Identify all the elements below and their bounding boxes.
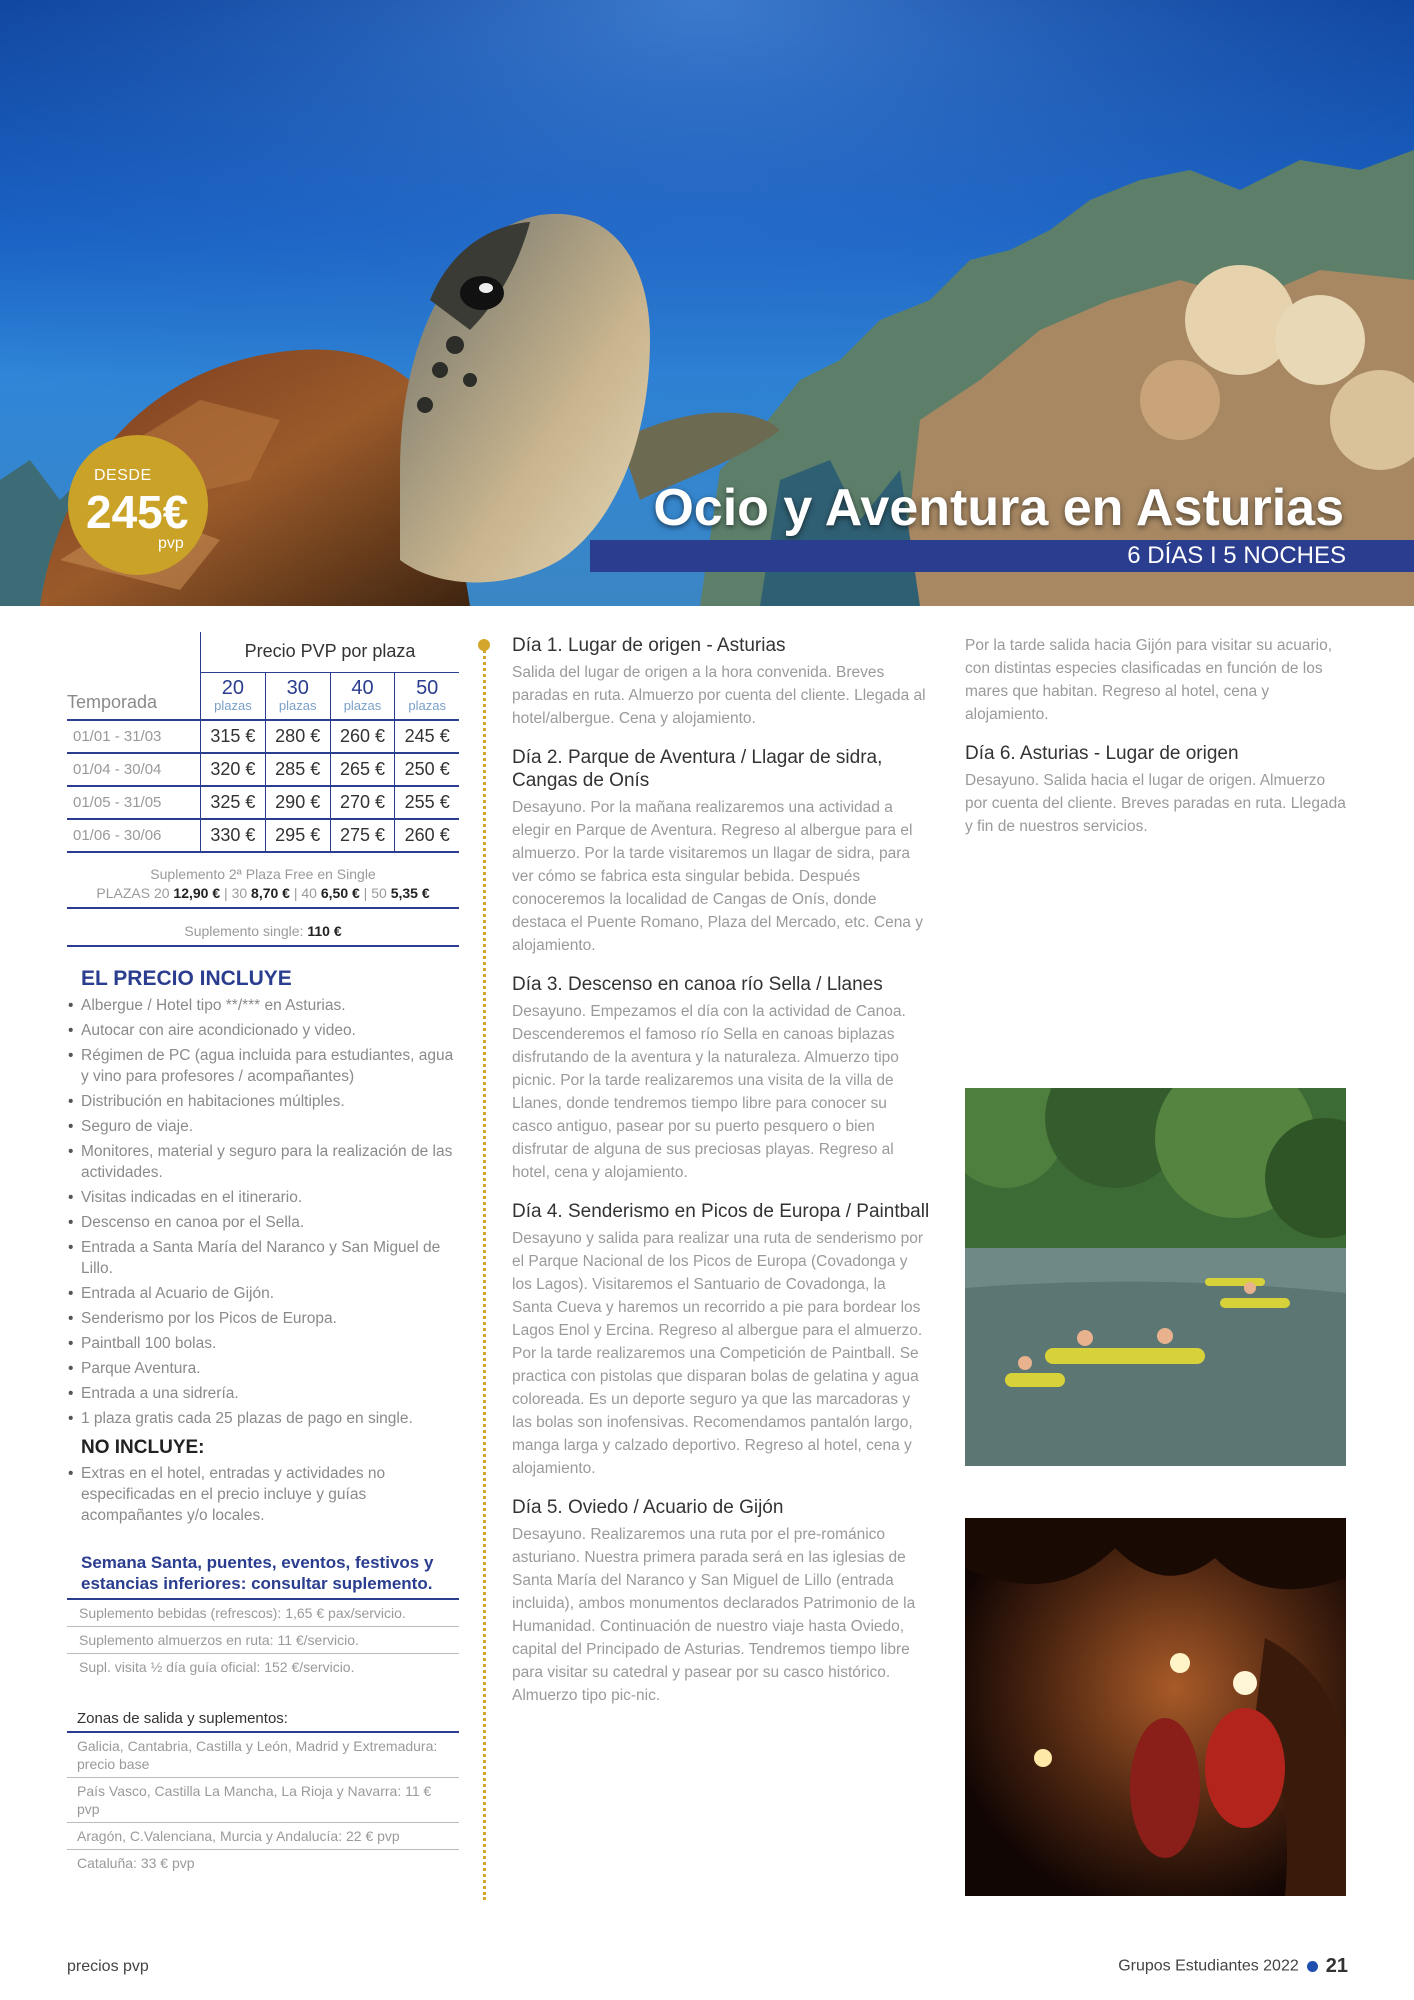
itinerary-day	[512, 746, 930, 957]
list-item: • Régimen de PC (agua incluida para estudiantes, agua y vino para profesores / acompañantes)	[67, 1045, 459, 1087]
day-title: Día 3. Descenso en canoa río Sella / Llanes	[512, 974, 883, 995]
dotted-divider	[483, 645, 486, 1900]
season-header: Temporada	[67, 672, 201, 720]
second-place-supplement: Suplemento 2ª Plaza Free en Single PLAZAS 20 12,90 € | 30 8,70 € | 40 6,50 € | 50 5,35 €	[67, 865, 459, 909]
list-item: • Distribución en habitaciones múltiples.	[67, 1091, 459, 1112]
seat-header: 40 plazas	[330, 672, 395, 720]
day-title: Día 4. Senderismo en Picos de Europa / Paintball	[512, 1201, 930, 1222]
prices-column	[67, 632, 459, 1876]
day-text: Desayuno. Salida hacia el lugar de origen. Almuerzo por cuenta del cliente. Breves paradas en ruta. Llegada y fin de nuestros servicios.	[965, 772, 1346, 835]
day-text: Salida del lugar de origen a la hora convenida. Breves paradas en ruta. Almuerzo por cuenta del cliente. Llegada al hotel/albergue. Cena y alojamiento.	[512, 664, 926, 727]
price-unit: pvp	[158, 535, 184, 552]
table-row: 01/06 - 30/06 330 € 295 € 275 € 260 €	[67, 819, 459, 852]
cave-photo	[965, 1518, 1346, 1896]
canoe-river-photo	[965, 1088, 1346, 1466]
price-from-label: DESDE	[94, 467, 152, 484]
page-number: 21	[1325, 1955, 1348, 1977]
itinerary-day	[512, 973, 930, 1184]
includes-list	[67, 995, 459, 1429]
list-item: • Autocar con aire acondicionado y video.	[67, 1020, 459, 1041]
list-item: • Monitores, material y seguro para la realización de las actividades.	[67, 1141, 459, 1183]
list-item: • Extras en el hotel, entradas y actividades no especificadas en el precio incluye y guías acompañantes y/o locales.	[67, 1463, 459, 1526]
itinerary-day	[512, 1496, 930, 1707]
list-item: • Albergue / Hotel tipo **/*** en Asturias.	[67, 995, 459, 1016]
excludes-title: NO INCLUYE:	[81, 1437, 205, 1458]
zone-line: Aragón, C.Valenciana, Murcia y Andalucía: 22 € pvp	[67, 1823, 459, 1850]
day-title: Día 2. Parque de Aventura / Llagar de sidra, Cangas de Onís	[512, 747, 883, 791]
supplement-line: Suplemento almuerzos en ruta: 11 €/servicio.	[67, 1627, 459, 1654]
itinerary-day	[512, 634, 930, 730]
publication-name: Grupos Estudiantes 2022	[1118, 1957, 1299, 1975]
list-item: • Entrada a una sidrería.	[67, 1383, 459, 1404]
bullet-dot-icon	[1307, 1961, 1318, 1972]
footer-publication	[1118, 1955, 1348, 1978]
list-item: • Senderismo por los Picos de Europa.	[67, 1308, 459, 1329]
list-item: • Descenso en canoa por el Sella.	[67, 1212, 459, 1233]
list-item: • Visitas indicadas en el itinerario.	[67, 1187, 459, 1208]
day-title: Día 1. Lugar de origen - Asturias	[512, 635, 786, 656]
footer-note: precios pvp	[67, 1958, 149, 1975]
zone-line: Cataluña: 33 € pvp	[77, 1855, 195, 1871]
day-title: Día 6. Asturias - Lugar de origen	[965, 743, 1239, 764]
page-title: Ocio y Aventura en Asturias	[653, 479, 1344, 537]
hero-banner	[0, 0, 1414, 606]
seat-header: 50 plazas	[395, 672, 459, 720]
itinerary-day	[965, 742, 1351, 838]
table-row: 01/01 - 31/03 315 € 280 € 260 € 245 €	[67, 720, 459, 753]
zone-line: Galicia, Cantabria, Castilla y León, Madrid y Extremadura: precio base	[67, 1733, 459, 1778]
trip-duration-bar: 6 DÍAS I 5 NOCHES	[590, 540, 1414, 572]
supplement-line: Supl. visita ½ día guía oficial: 152 €/servicio.	[79, 1659, 355, 1675]
seat-header: 30 plazas	[265, 672, 330, 720]
table-row: 01/04 - 30/04 320 € 285 € 265 € 250 €	[67, 753, 459, 786]
itinerary-day	[965, 634, 1351, 726]
zones-title: Zonas de salida y suplementos:	[67, 1710, 459, 1733]
consult-supplement-note: Semana Santa, puentes, eventos, festivos y estancias inferiores: consultar suplemento.	[67, 1552, 459, 1600]
excludes-list	[67, 1463, 459, 1526]
day-title: Día 5. Oviedo / Acuario de Gijón	[512, 1497, 784, 1518]
supplement-line: Suplemento bebidas (refrescos): 1,65 € pax/servicio.	[67, 1600, 459, 1627]
price-table-title: Precio PVP por plaza	[201, 632, 459, 672]
day-text: Por la tarde salida hacia Gijón para visitar su acuario, con distintas especies clasificadas en función de los mares que habitan. Regreso al hotel, cena y alojamiento.	[965, 637, 1333, 723]
day-text: Desayuno. Por la mañana realizaremos una actividad a elegir en Parque de Aventura. Regreso al albergue para el almuerzo. Por la tarde visitaremos un llagar de sidra, para ver cómo se fabrica esta singular bebida. Después conoceremos la localidad de Cangas de Onís, donde destaca el Puente Romano, Plaza del Mercado, etc. Cena y alojamiento.	[512, 799, 923, 954]
itinerary-day	[512, 1200, 930, 1480]
list-item: • Entrada al Acuario de Gijón.	[67, 1283, 459, 1304]
day-text: Desayuno y salida para realizar una ruta de senderismo por el Parque Nacional de los Picos de Europa (Covadonga y los Lagos). Visitaremos el Santuario de Covadonga, la Santa Cueva y haremos un recorrido a pie para bordear los Lagos Enol y Ercina. Regreso al albergue para el almuerzo. Por la tarde realizaremos una Competición de Paintball. Se practica con pistolas que disparan bolas de gelatina y agua coloreada. Es un deporte seguro ya que las marcadoras y las bolas son inofensivas. Recomendamos pantalón largo, manga larga y calzado deportivo. Regreso al hotel, cena y alojamiento.	[512, 1230, 923, 1477]
itinerary-column	[512, 634, 930, 1723]
includes-title: EL PRECIO INCLUYE	[81, 967, 292, 990]
price-badge	[68, 435, 208, 575]
day-text: Desayuno. Empezamos el día con la actividad de Canoa. Descenderemos el famoso río Sella en canoas biplazas disfrutando de la aventura y la naturaleza. Almuerzo tipo picnic. Por la tarde realizaremos una visita de la villa de Llanes, donde tendremos tiempo libre para conocer su casco antiguo, pasear por su puerto pesquero o bien disfrutar de alguna de sus preciosas playas. Regreso al hotel, cena y alojamiento.	[512, 1003, 906, 1181]
single-supplement: Suplemento single: 110 €	[67, 923, 459, 947]
seat-header: 20 plazas	[201, 672, 266, 720]
list-item: • 1 plaza gratis cada 25 plazas de pago en single.	[67, 1408, 459, 1429]
price-table	[67, 632, 459, 853]
price-amount: 245€	[86, 486, 189, 538]
itinerary-column-right	[965, 634, 1351, 854]
list-item: • Parque Aventura.	[67, 1358, 459, 1379]
day-text: Desayuno. Realizaremos una ruta por el pre-románico asturiano. Nuestra primera parada será en las iglesias de Santa María del Naranco y San Miguel de Lillo (entrada incluida), ambos monumentos declarados Patrimonio de la Humanidad. Continuación de nuestro viaje hasta Oviedo, capital del Principado de Asturias. Tendremos tiempo libre para visitar su catedral y pasear por su casco histórico. Almuerzo tipo pic-nic.	[512, 1526, 916, 1704]
zone-line: País Vasco, Castilla La Mancha, La Rioja y Navarra: 11 € pvp	[67, 1778, 459, 1823]
list-item: • Paintball 100 bolas.	[67, 1333, 459, 1354]
table-row: 01/05 - 31/05 325 € 290 € 270 € 255 €	[67, 786, 459, 819]
list-item: • Seguro de viaje.	[67, 1116, 459, 1137]
list-item: • Entrada a Santa María del Naranco y San Miguel de Lillo.	[67, 1237, 459, 1279]
